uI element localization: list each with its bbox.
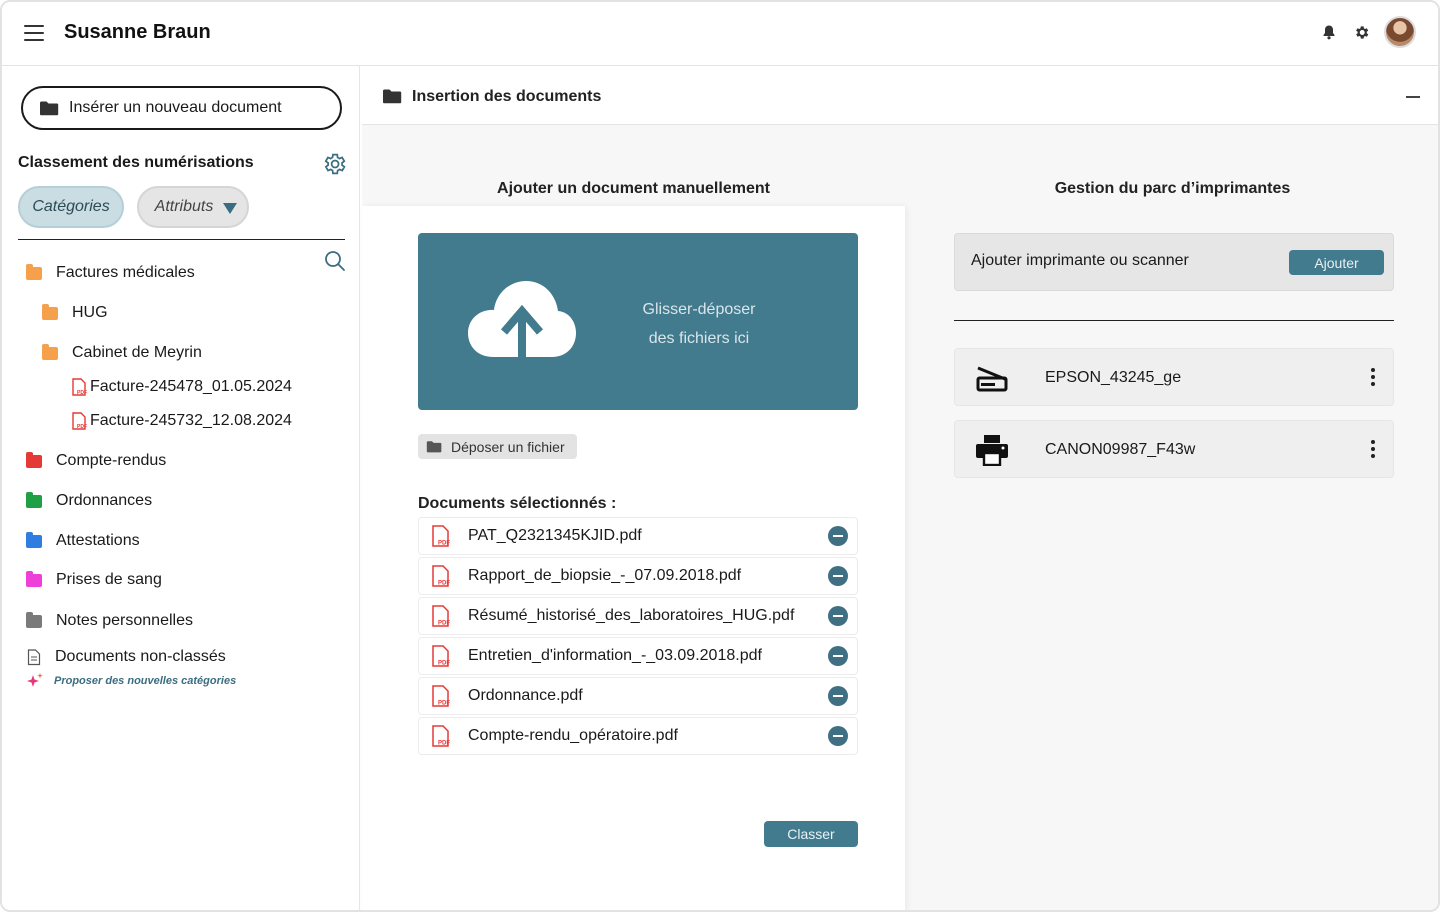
svg-text:PDF: PDF xyxy=(438,540,450,547)
tree-item-notes-personnelles[interactable] xyxy=(26,612,193,630)
manual-upload-title: Ajouter un document manuellement xyxy=(497,180,770,197)
tree-item-hug[interactable] xyxy=(42,304,108,322)
folder-icon xyxy=(26,574,42,587)
add-printer-bar xyxy=(954,233,1394,291)
folder-icon xyxy=(39,100,59,116)
folder-icon xyxy=(42,347,58,360)
remove-document-icon[interactable] xyxy=(828,606,848,626)
cloud-upload-icon xyxy=(466,277,578,367)
printer-icon xyxy=(975,434,1009,466)
printer-row-epson[interactable] xyxy=(954,348,1394,406)
chevron-down-icon xyxy=(223,203,237,214)
deposer-fichier-label: Déposer un fichier xyxy=(451,438,565,455)
scanner-icon xyxy=(975,362,1009,394)
printer-row-canon[interactable] xyxy=(954,420,1394,478)
folder-icon xyxy=(26,535,42,548)
propose-categories-label: Proposer des nouvelles catégories xyxy=(54,675,237,687)
pdf-icon xyxy=(71,378,87,396)
folder-icon xyxy=(26,455,42,468)
tree-item-label: Prises de sang xyxy=(56,571,162,588)
avatar[interactable] xyxy=(1384,16,1416,48)
classer-button[interactable]: Classer xyxy=(764,821,858,847)
dropzone-line-2: des fichiers ici xyxy=(648,330,750,347)
tree-item-label: Ordonnances xyxy=(56,492,153,509)
insert-document-label: Insérer un nouveau document xyxy=(69,99,282,116)
top-header xyxy=(2,2,1438,66)
pdf-icon xyxy=(431,645,451,667)
document-icon xyxy=(27,649,41,666)
chip-attributs[interactable] xyxy=(137,186,249,228)
selected-document-row xyxy=(418,637,858,675)
printer-management-title: Gestion du parc d’imprimantes xyxy=(1054,180,1291,197)
svg-text:PDF: PDF xyxy=(77,424,87,430)
svg-text:PDF: PDF xyxy=(438,580,450,587)
tree-item-documents-non-classes[interactable] xyxy=(27,648,226,666)
remove-document-icon[interactable] xyxy=(828,526,848,546)
svg-text:PDF: PDF xyxy=(438,740,450,747)
pdf-icon xyxy=(71,412,87,430)
document-name: Résumé_historisé_des_laboratoires_HUG.pdf xyxy=(468,607,795,624)
tree-item-compte-rendus[interactable] xyxy=(26,452,166,470)
panel-title: Insertion des documents xyxy=(412,88,602,105)
tree-item-label: Facture-245478_01.05.2024 xyxy=(90,378,292,395)
folder-icon xyxy=(26,495,42,508)
deposer-fichier-button[interactable] xyxy=(418,434,577,459)
printer-name: EPSON_43245_ge xyxy=(1045,369,1182,386)
ajouter-button[interactable]: Ajouter xyxy=(1289,250,1384,275)
tree-item-prises-de-sang[interactable] xyxy=(26,571,162,589)
minimize-icon[interactable] xyxy=(1406,96,1420,98)
tree-item-label: Compte-rendus xyxy=(56,452,167,469)
printer-divider xyxy=(954,320,1394,321)
pdf-icon xyxy=(431,605,451,627)
folder-icon xyxy=(426,440,442,453)
remove-document-icon[interactable] xyxy=(828,646,848,666)
add-printer-label: Ajouter imprimante ou scanner xyxy=(971,252,1189,269)
search-icon[interactable] xyxy=(324,250,346,272)
document-name: Rapport_de_biopsie_-_07.09.2018.pdf xyxy=(468,567,742,584)
classement-settings-icon[interactable] xyxy=(321,151,347,177)
menu-icon[interactable] xyxy=(24,25,44,41)
tree-item-label: Documents non-classés xyxy=(55,648,226,665)
propose-categories-link[interactable] xyxy=(26,672,236,690)
document-name: Entretien_d'information_-_03.09.2018.pdf xyxy=(468,647,762,664)
tree-item-attestations[interactable] xyxy=(26,532,140,550)
file-dropzone[interactable] xyxy=(418,233,858,410)
tree-item-ordonnances[interactable] xyxy=(26,492,152,510)
sidebar-divider xyxy=(18,239,345,240)
document-name: PAT_Q2321345KJID.pdf xyxy=(468,527,642,544)
document-name: Ordonnance.pdf xyxy=(468,687,583,704)
insert-document-button[interactable] xyxy=(21,86,342,130)
sparkle-icon xyxy=(26,672,44,690)
selected-document-row xyxy=(418,677,858,715)
svg-text:PDF: PDF xyxy=(438,700,450,707)
chip-categories[interactable]: Catégories xyxy=(18,186,124,228)
folder-icon xyxy=(26,267,42,280)
svg-text:PDF: PDF xyxy=(438,620,450,627)
selected-document-row xyxy=(418,517,858,555)
tree-item-label: Attestations xyxy=(56,532,140,549)
svg-text:PDF: PDF xyxy=(77,390,87,396)
pdf-icon xyxy=(431,525,451,547)
remove-document-icon[interactable] xyxy=(828,566,848,586)
tree-item-label: Factures médicales xyxy=(56,264,195,281)
tree-item-cabinet-de-meyrin[interactable] xyxy=(42,344,202,362)
folder-icon xyxy=(382,88,402,104)
chip-attributs-label: Attributs xyxy=(154,198,214,215)
pdf-icon xyxy=(431,685,451,707)
pdf-icon xyxy=(431,725,451,747)
dropzone-text xyxy=(616,295,782,353)
tree-item-label: Cabinet de Meyrin xyxy=(72,344,202,361)
document-name: Compte-rendu_opératoire.pdf xyxy=(468,727,678,744)
folder-icon xyxy=(42,307,58,320)
remove-document-icon[interactable] xyxy=(828,686,848,706)
selected-document-row xyxy=(418,717,858,755)
selected-document-row xyxy=(418,557,858,595)
svg-text:PDF: PDF xyxy=(438,660,450,667)
tree-item-label: Facture-245732_12.08.2024 xyxy=(90,412,292,429)
user-name: Susanne Braun xyxy=(64,21,211,43)
selected-document-row xyxy=(418,597,858,635)
tree-item-label: HUG xyxy=(72,304,108,321)
selected-documents-label: Documents sélectionnés : xyxy=(418,495,617,512)
more-options-icon[interactable] xyxy=(1371,440,1375,460)
panel-header xyxy=(362,68,1440,125)
tree-item-factures-medicales[interactable] xyxy=(26,264,195,282)
dropzone-line-1: Glisser-déposer xyxy=(642,301,756,318)
tree-item-facture-245478[interactable] xyxy=(71,378,292,396)
pdf-icon xyxy=(431,565,451,587)
remove-document-icon[interactable] xyxy=(828,726,848,746)
header-actions xyxy=(1320,16,1416,48)
gear-icon[interactable] xyxy=(1352,23,1370,41)
bell-icon[interactable] xyxy=(1320,23,1338,41)
tree-item-label: Notes personnelles xyxy=(56,612,193,629)
printer-name: CANON09987_F43w xyxy=(1045,441,1196,458)
more-options-icon[interactable] xyxy=(1371,368,1375,388)
sidebar xyxy=(2,66,360,912)
folder-icon xyxy=(26,615,42,628)
tree-item-facture-245732[interactable] xyxy=(71,412,292,430)
classement-title: Classement des numérisations xyxy=(18,154,254,171)
